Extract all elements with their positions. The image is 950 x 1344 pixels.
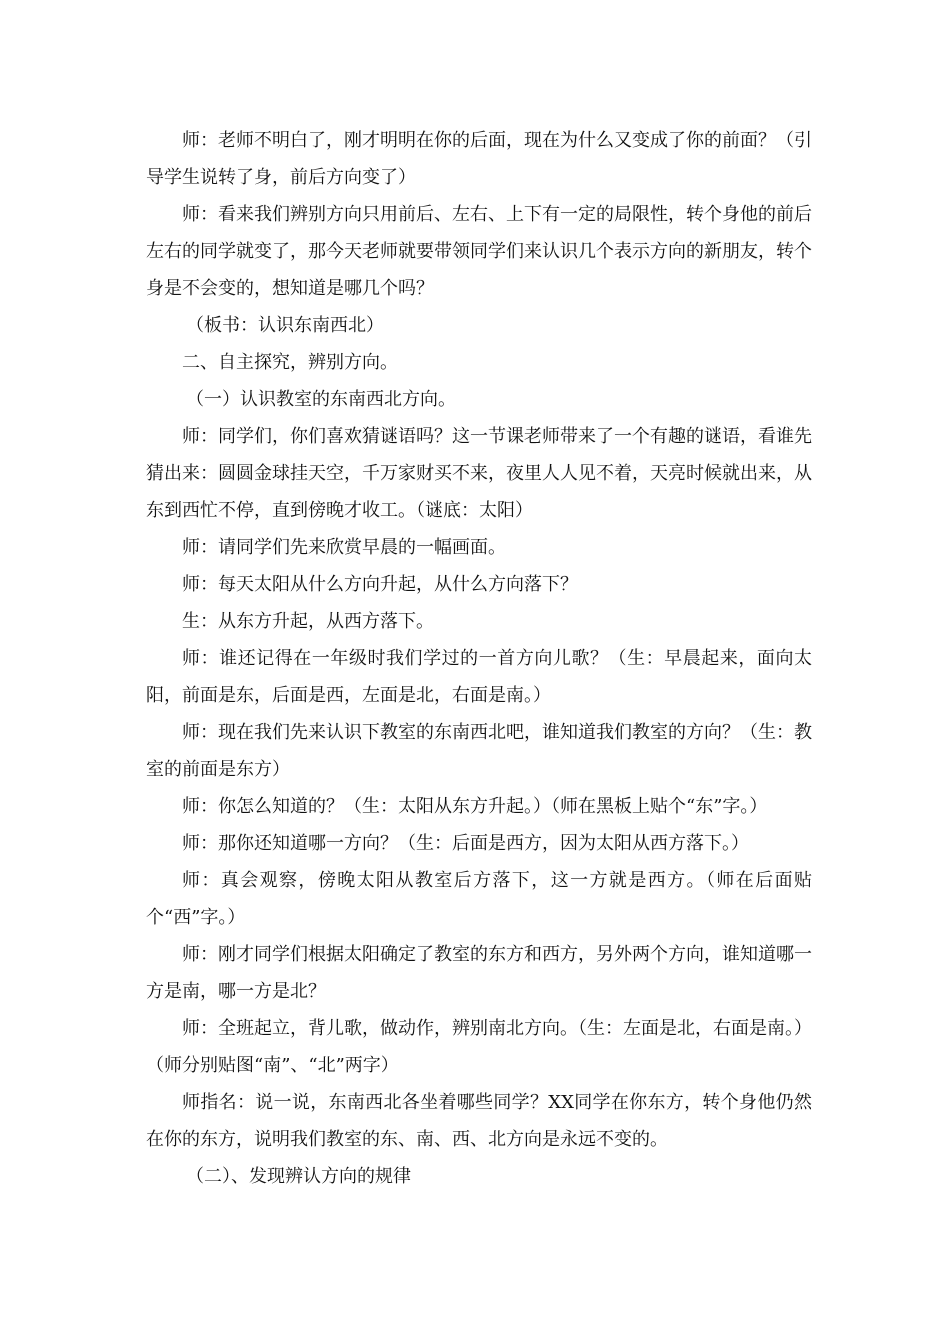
paragraph-class-stand-up: 师：全班起立，背儿歌，做动作，辨别南北方向。（生：左面是北，右面是南。）（师分别贴图“南”、“北”两字） [146, 1018, 812, 1076]
paragraph-morning-picture: 师：请同学们先来欣赏早晨的一幅画面。 [182, 537, 506, 558]
paragraph-teacher-introduce-new-directions: 师：看来我们辨别方向只用前后、左右、上下有一定的局限性，转个身他的前后左右的同学就变了，那今天老师就要带领同学们来认识几个表示方向的新朋友，转个身是不会变的，想知道是哪几个吗？ [146, 204, 812, 299]
paragraph-student-answer-sun: 生：从东方升起，从西方落下。 [182, 611, 434, 632]
paragraph-riddle: 师：同学们，你们喜欢猜谜语吗？这一节课老师带来了一个有趣的谜语，看谁先猜出来：圆圆金球挂天空，千万家财买不来，夜里人人见不着，天亮时候就出来，从东到西忙不停，直到傍晚才收工。（谜底：太阳） [146, 426, 812, 521]
document-body [146, 122, 812, 1195]
paragraph-classroom-east: 师：现在我们先来认识下教室的东南西北吧，谁知道我们教室的方向？（生：教室的前面是东方） [146, 722, 812, 780]
subsection-heading-classroom-directions: （一）认识教室的东南西北方向。 [186, 389, 456, 410]
paragraph-west-observation: 师：真会观察，傍晚太阳从教室后方落下，这一方就是西方。（师在后面贴个“西”字。） [146, 870, 812, 928]
section-heading-explore: 二、自主探究，辨别方向。 [182, 352, 398, 373]
paragraph-other-direction: 师：那你还知道哪一方向？（生：后面是西方，因为太阳从西方落下。） [182, 833, 749, 854]
paragraph-teacher-question-front-back: 师：老师不明白了，刚才明明在你的后面，现在为什么又变成了你的前面？（引导学生说转了身，前后方向变了） [146, 130, 812, 188]
paragraph-blackboard-note: （板书：认识东南西北） [186, 315, 384, 336]
paragraph-teacher-names-student: 师指名：说一说，东南西北各坐着哪些同学？XX同学在你东方，转个身他仍然在你的东方，说明我们教室的东、南、西、北方向是永远不变的。 [146, 1092, 812, 1150]
subsection-heading-find-rules: （二）、发现辨认方向的规律 [186, 1166, 411, 1187]
paragraph-direction-song: 师：谁还记得在一年级时我们学过的一首方向儿歌？（生：早晨起来，面向太阳，前面是东，后面是西，左面是北，右面是南。） [146, 648, 812, 706]
paragraph-sun-rise-question: 师：每天太阳从什么方向升起，从什么方向落下？ [182, 574, 578, 595]
paragraph-south-north-question: 师：刚才同学们根据太阳确定了教室的东方和西方，另外两个方向，谁知道哪一方是南，哪一方是北？ [146, 944, 812, 1002]
paragraph-how-do-you-know: 师：你怎么知道的？（生：太阳从东方升起。）（师在黑板上贴个“东”字。） [182, 796, 768, 817]
